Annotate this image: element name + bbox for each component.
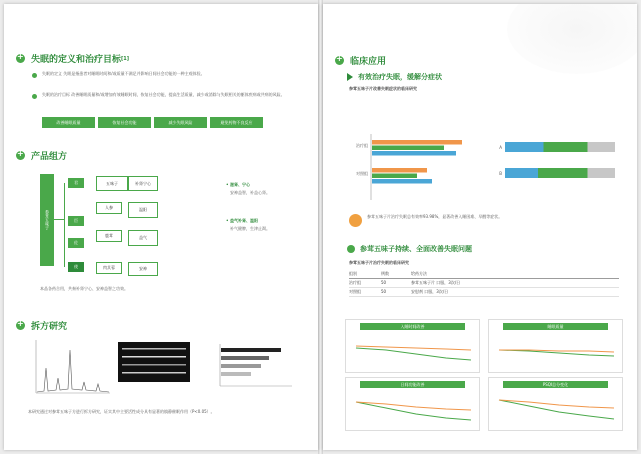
mini-chart-panel: 日间功能改善 [345, 377, 480, 431]
gel-electrophoresis-image [118, 342, 190, 382]
stacked-segment [544, 142, 588, 152]
herb-box: 肉苁蓉 [96, 262, 122, 274]
tree-connector [54, 219, 64, 220]
bullet-dot [32, 73, 37, 78]
mini-chart-panel: 入睡时间改善 [345, 319, 480, 373]
plus-circle-icon [16, 151, 25, 160]
plus-circle-icon [335, 56, 344, 65]
effect-title: • 滋肾、宁心 [226, 182, 250, 187]
plus-circle-icon [16, 321, 25, 330]
role-box: 臣 [68, 216, 84, 226]
effect-box: 补肾宁心 [128, 176, 158, 191]
chart-title: 参茸五味子片改善失眠症状的临床研究 [349, 86, 417, 91]
herb-box: 人参 [96, 202, 122, 214]
decomposition-bar-chart [200, 340, 296, 392]
bar [372, 140, 462, 145]
bullet-dot [32, 94, 37, 99]
effect-text: 安神益智，补益心肾。 [230, 190, 270, 195]
table-header-row: 组别 例数 给药方法 [349, 270, 619, 279]
bar [372, 146, 444, 151]
treatment-goal-paragraph: 失眠的治疗目标 改善睡眠质量和/或增加有效睡眠时间，恢复社会功能，提高生活质量，减少或消除与失眠相关的躯体疾病或共病的风险。 [42, 92, 285, 97]
effect-box: 温阳 [128, 202, 158, 218]
category-label: 治疗组 [356, 143, 368, 148]
table-row: 治疗组 50 参茸五味子片 口服，3次/日 [349, 279, 619, 288]
treatment-goal-flow [42, 117, 263, 128]
herb-box: 鹿茸 [96, 230, 122, 242]
category-label: 对照组 [356, 171, 368, 176]
effect-box: 益气 [128, 230, 158, 246]
effect-title: • 益气补肾、温阳 [226, 218, 258, 223]
clinical-summary-text: 参茸五味子片治疗失眠总有效率93.98%，显著改善入睡困难、早醒等症状。 [367, 214, 503, 219]
category-label: B [499, 171, 502, 176]
table-row: 对照组 50 安慰剂 口服，3次/日 [349, 288, 619, 297]
section-insomnia-definition: + 失眠的定义和治疗目标 [1] [16, 52, 129, 65]
stacked-segment [588, 168, 616, 178]
section-formula: + 产品组方 [16, 149, 67, 162]
mini-chart-panel: PSQI总分变化 [488, 377, 623, 431]
right-page [323, 4, 637, 450]
stacked-segment [505, 142, 544, 152]
bar [372, 174, 417, 179]
mini-line-chart [489, 320, 622, 372]
bar [372, 151, 456, 156]
decomposition-caption: 本研究通过对参茸五味子方进行拆方研究，证实其中主要活性成分具有显著的镇静催眠作用（P<0.05）。 [28, 409, 215, 414]
formula-note: 本品各药合用，共奏补肾宁心、安神益智之功效。 [40, 286, 128, 291]
effect-box: 安神 [128, 262, 158, 276]
effect-text: 补气健脾，生津止渴。 [230, 226, 270, 231]
stacked-segment [505, 168, 538, 178]
clinical-bar-chart-left [345, 130, 477, 204]
formula-root: 参茸五味子 [40, 174, 54, 266]
section-clinical: + 临床应用 [335, 54, 386, 67]
lightbulb-icon [349, 214, 362, 227]
stacked-segment [588, 142, 616, 152]
section-continuous-improvement: 参茸五味子持续、全面改善失眠问题 [347, 244, 472, 254]
flow-step: 减少失眠风险 [154, 117, 207, 128]
stacked-segment [538, 168, 588, 178]
mini-line-chart [489, 378, 622, 430]
mini-line-chart [346, 320, 479, 372]
tree-connector [64, 183, 65, 267]
plus-circle-icon [347, 245, 355, 253]
mini-line-chart [346, 378, 479, 430]
section-decomposition: + 拆方研究 [16, 319, 67, 332]
role-box: 君 [68, 178, 84, 188]
mini-chart-panel: 睡眠质量 [488, 319, 623, 373]
flow-step: 改善睡眠质量 [42, 117, 95, 128]
clinical-bar-chart-right [491, 130, 621, 204]
role-box: 使 [68, 262, 84, 272]
herb-box: 五味子 [96, 176, 128, 191]
bar [372, 168, 427, 173]
role-box: 佐 [68, 238, 84, 248]
header-photo-backdrop [507, 4, 637, 74]
flow-step: 避免药物不良反应 [210, 117, 263, 128]
definition-paragraph: 失眠的定义 失眠是指患者对睡眠时间和/或质量不满足并影响日间社会功能的一种主观体验。 [42, 71, 205, 76]
hplc-chromatogram [34, 338, 112, 396]
left-page [4, 4, 318, 450]
clinical-subheading: 有效治疗失眠，缓解分症状 [347, 72, 442, 82]
clinical-table [349, 270, 619, 297]
category-label: A [499, 145, 502, 150]
bar [372, 179, 432, 184]
plus-circle-icon [16, 54, 25, 63]
triangle-icon [347, 73, 353, 81]
flow-step: 恢复社会功能 [98, 117, 151, 128]
table-title: 参茸五味子片治疗失眠的临床研究 [349, 260, 409, 265]
